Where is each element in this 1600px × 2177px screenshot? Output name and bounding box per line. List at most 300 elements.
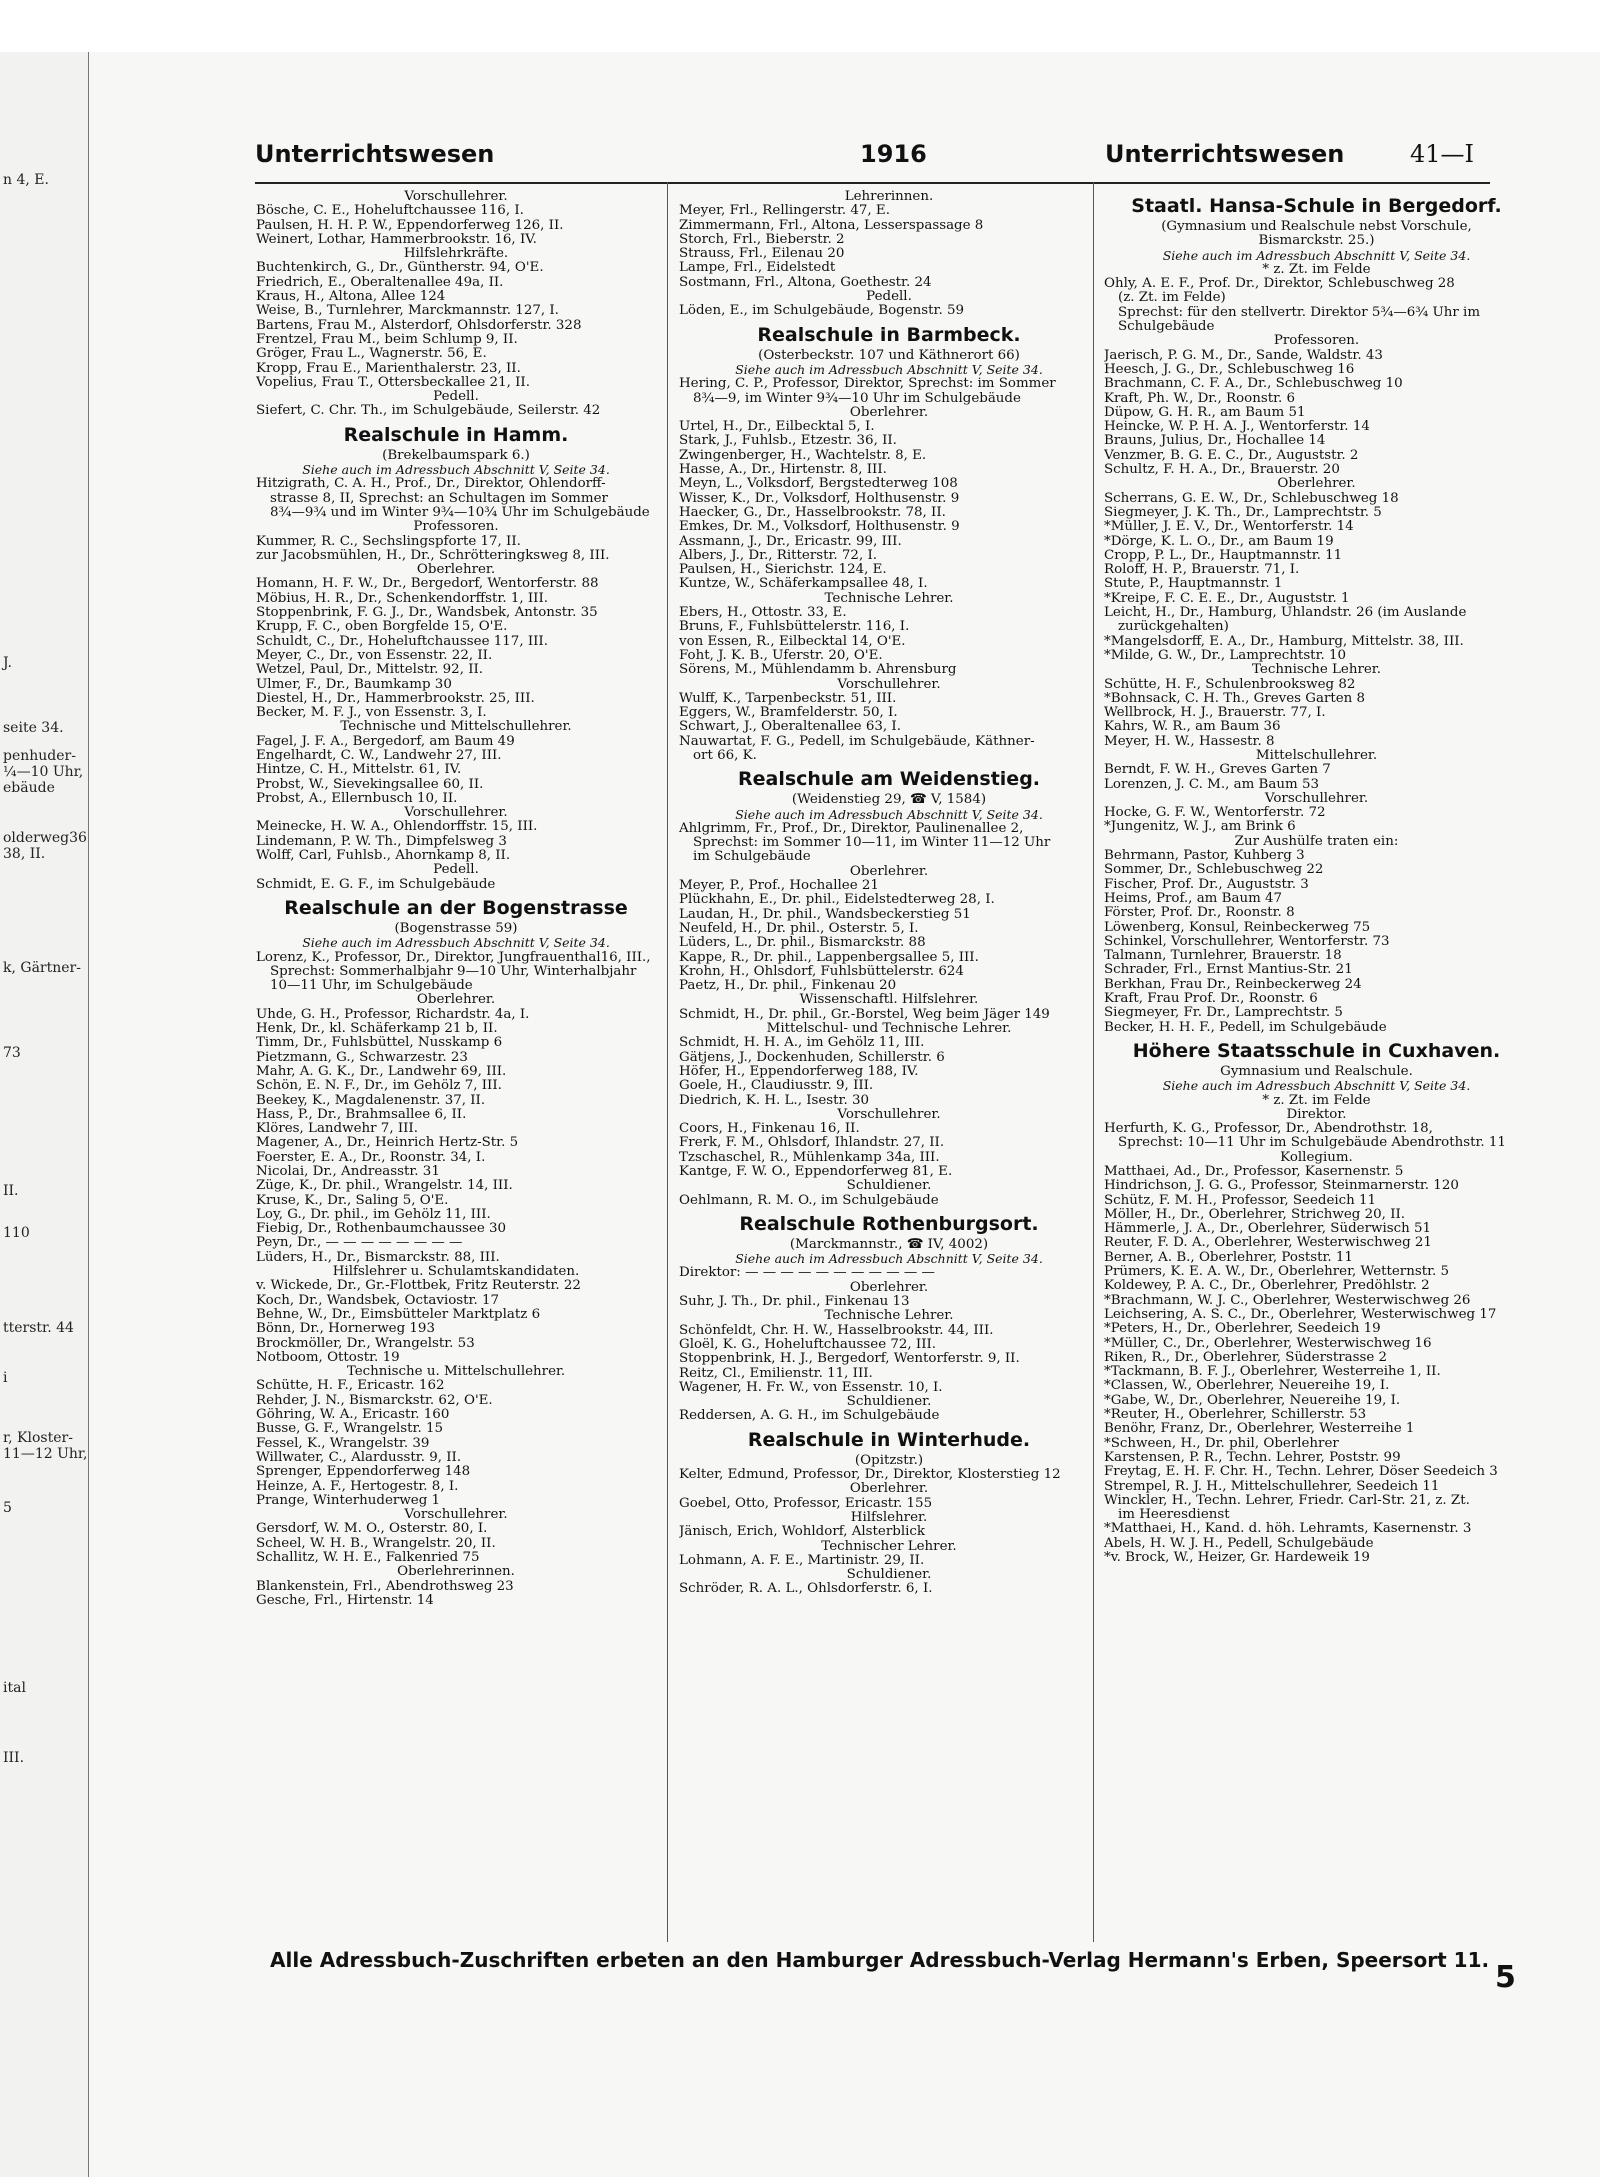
directory-entry: *Classen, W., Oberlehrer, Neuereihe 19, I. (1104, 1379, 1390, 1394)
directory-entry: Wetzel, Paul, Dr., Mittelstr. 92, II. (256, 663, 484, 678)
header-page-number: 41—I (1410, 140, 1475, 168)
directory-entry: Kruse, K., Dr., Saling 5, O'E. (256, 1193, 449, 1208)
header-rule (255, 182, 1490, 184)
entry-continuation: im Schulgebäude (693, 850, 811, 865)
directory-entry: Scheel, W. H. B., Wrangelstr. 20, II. (256, 1536, 496, 1551)
section-label: Vorschullehrer. (837, 1107, 941, 1122)
directory-entry: Siefert, C. Chr. Th., im Schulgebäude, Seilerstr. 42 (256, 404, 601, 419)
directory-entry: Pietzmann, G., Schwarzestr. 23 (256, 1050, 468, 1065)
directory-entry: Buchtenkirch, G., Dr., Güntherstr. 94, O'E. (256, 261, 544, 276)
directory-entry: Behne, W., Dr., Eimsbütteler Marktplatz 6 (256, 1307, 541, 1322)
cross-reference: Siehe auch im Adressbuch Abschnitt V, Seite 34. (302, 463, 610, 478)
directory-entry: Herfurth, K. G., Professor, Dr., Abendrothstr. 18, (1104, 1122, 1433, 1137)
directory-entry: *Dörge, K. L. O., Dr., am Baum 19 (1104, 534, 1334, 549)
directory-entry: *Brachmann, W. J. C., Oberlehrer, Westerwischweg 26 (1104, 1293, 1471, 1308)
directory-entry: Strauss, Frl., Eilenau 20 (679, 247, 845, 262)
directory-entry: Brauns, Julius, Dr., Hochallee 14 (1104, 434, 1326, 449)
directory-entry: Becker, H. H. F., Pedell, im Schulgebäude (1104, 1020, 1387, 1035)
directory-entry: Behrmann, Pastor, Kuhberg 3 (1104, 849, 1305, 864)
section-label: Oberlehrer. (416, 563, 496, 578)
directory-entry: Laudan, H., Dr. phil., Wandsbeckerstieg 51 (679, 907, 971, 922)
directory-entry: Engelhardt, C. W., Landwehr 27, III. (256, 748, 502, 763)
directory-entry: Schallitz, W. H. E., Falkenried 75 (256, 1551, 480, 1566)
fragment-text: 5 (3, 1500, 12, 1516)
school-heading: Realschule Rothenburgsort. (739, 1212, 1039, 1235)
fragment-text: olderweg36 (3, 830, 87, 846)
directory-entry: Busse, G. F., Wrangelstr. 15 (256, 1422, 444, 1437)
section-label: (Brekelbaumspark 6.) (382, 448, 530, 463)
section-label: Mittelschul- und Technische Lehrer. (766, 1022, 1012, 1037)
directory-entry: Oehlmann, R. M. O., im Schulgebäude (679, 1193, 939, 1208)
directory-entry: Lorenzen, J. C. M., am Baum 53 (1104, 777, 1320, 792)
section-label: (Osterbeckstr. 107 und Käthnerort 66) (758, 348, 1020, 363)
directory-entry: *Peters, H., Dr., Oberlehrer, Seedeich 19 (1104, 1322, 1381, 1337)
section-label: (Gymnasium und Realschule nebst Vorschule, (1161, 220, 1472, 234)
directory-entry: Kahrs, W. R., am Baum 36 (1104, 720, 1281, 735)
column-1 (256, 190, 656, 1608)
entry-continuation: strasse 8, II, Sprechst: an Schultagen im Sommer (270, 491, 608, 506)
section-label: (Bogenstrasse 59) (394, 921, 518, 936)
directory-entry: Rehder, J. N., Bismarckstr. 62, O'E. (256, 1393, 493, 1408)
entry-continuation: Sprechst: im Sommer 10—11, im Winter 11—12 Uhr (693, 836, 1051, 851)
directory-entry: Koldewey, P. A. C., Dr., Oberlehrer, Predöhlstr. 2 (1104, 1279, 1430, 1294)
directory-entry: Krohn, H., Ohlsdorf, Fuhlsbüttelerstr. 624 (679, 964, 964, 979)
directory-entry: Urtel, H., Dr., Eilbecktal 5, I. (679, 420, 875, 435)
directory-entry: Abels, H. W. J. H., Pedell, Schulgebäude (1104, 1536, 1374, 1551)
directory-entry: Neufeld, H., Dr. phil., Osterstr. 5, I. (679, 921, 919, 936)
directory-entry: Fiebig, Dr., Rothenbaumchaussee 30 (256, 1222, 507, 1237)
directory-entry: Wagener, H. Fr. W., von Essenstr. 10, I. (679, 1380, 943, 1395)
directory-entry: Hämmerle, J. A., Dr., Oberlehrer, Süderwisch 51 (1104, 1222, 1432, 1237)
fragment-text: ital (3, 1680, 26, 1696)
directory-entry: Krupp, F. C., oben Borgfelde 15, O'E. (256, 620, 508, 635)
directory-entry: Peyn, Dr., — — — — — — — — (256, 1236, 463, 1251)
directory-entry: Löwenberg, Konsul, Reinbeckerweg 75 (1104, 920, 1371, 935)
section-label: Technische u. Mittelschullehrer. (346, 1365, 566, 1380)
section-label: Hilfslehrkräfte. (403, 247, 509, 262)
directory-entry: Scherrans, G. E. W., Dr., Schlebuschweg 18 (1104, 491, 1399, 506)
directory-entry: Blankenstein, Frl., Abendrothsweg 23 (256, 1579, 514, 1594)
header-right: Unterrichtswesen (1105, 140, 1345, 168)
directory-entry: Probst, W., Sievekingsallee 60, II. (256, 777, 484, 792)
directory-entry: Siegmeyer, J. K. Th., Dr., Lamprechtstr. 5 (1104, 505, 1382, 520)
directory-entry: Förster, Prof. Dr., Roonstr. 8 (1104, 906, 1295, 921)
directory-entry: Magener, A., Dr., Heinrich Hertz-Str. 5 (256, 1136, 519, 1151)
directory-entry: Gätjens, J., Dockenhuden, Schillerstr. 6 (679, 1050, 945, 1065)
directory-entry: *Müller, J. E. V., Dr., Wentorferstr. 14 (1104, 520, 1354, 535)
entry-continuation: Sprechst: Sommerhalbjahr 9—10 Uhr, Winterhalbjahr (270, 964, 637, 979)
section-label: Oberlehrerinnen. (397, 1565, 515, 1580)
directory-entry: Kuntze, W., Schäferkampsallee 48, I. (679, 577, 928, 592)
header-year: 1916 (860, 140, 927, 168)
cross-reference: Siehe auch im Adressbuch Abschnitt V, Seite 34. (735, 1252, 1043, 1267)
directory-entry: Möller, H., Dr., Oberlehrer, Strichweg 20, II. (1104, 1207, 1406, 1222)
school-heading: Realschule in Barmbeck. (757, 323, 1021, 346)
section-label: * z. Zt. im Felde (1262, 1093, 1371, 1108)
directory-entry: Züge, K., Dr. phil., Wrangelstr. 14, III. (256, 1179, 513, 1194)
directory-entry: Bartens, Frau M., Alsterdorf, Ohlsdorferstr. 328 (256, 318, 582, 333)
directory-entry: Meyer, Frl., Rellingerstr. 47, E. (679, 204, 890, 219)
directory-entry: Zwingenberger, H., Wachtelstr. 8, E. (679, 448, 927, 463)
directory-entry: Goebel, Otto, Professor, Ericastr. 155 (679, 1496, 933, 1511)
directory-entry: Kelter, Edmund, Professor, Dr., Direktor, Klosterstieg 12 (679, 1468, 1061, 1483)
section-label: Schuldiener. (846, 1568, 932, 1583)
directory-entry: Eggers, W., Bramfelderstr. 50, I. (679, 706, 898, 721)
cross-reference: Siehe auch im Adressbuch Abschnitt V, Seite 34. (1162, 1079, 1471, 1094)
entry-continuation: ort 66, K. (693, 748, 757, 763)
directory-entry: *Matthaei, H., Kand. d. höh. Lehramts, Kasernenstr. 3 (1104, 1522, 1472, 1537)
directory-entry: Sommer, Dr., Schlebuschweg 22 (1104, 863, 1324, 878)
directory-entry: Zimmermann, Frl., Altona, Lesserspassage 8 (679, 218, 984, 233)
directory-entry: Lindemann, P. W. Th., Dimpfelsweg 3 (256, 834, 507, 849)
school-heading: Realschule am Weidenstieg. (737, 768, 1041, 791)
directory-entry: Cropp, P. L., Dr., Hauptmannstr. 11 (1104, 548, 1343, 563)
directory-entry: *Gabe, W., Dr., Oberlehrer, Neuereihe 19, I. (1104, 1393, 1401, 1408)
directory-entry: Hintze, C. H., Mittelstr. 61, IV. (256, 763, 462, 778)
directory-entry: Homann, H. F. W., Dr., Bergedorf, Wentorferstr. 88 (256, 577, 599, 592)
directory-entry: Leicht, H., Dr., Hamburg, Uhlandstr. 26 (im Auslande (1104, 606, 1467, 621)
section-label: Technische Lehrer. (1252, 663, 1381, 678)
directory-entry: Schmidt, H., Dr. phil., Gr.-Borstel, Weg beim Jäger 149 (679, 1007, 1050, 1022)
section-label: Technische Lehrer. (824, 591, 954, 606)
directory-entry: Heesch, J. G., Dr., Schlebuschweg 16 (1104, 362, 1355, 377)
running-header (255, 140, 1490, 174)
fragment-text: n 4, E. (3, 172, 49, 188)
directory-entry: Nicolai, Dr., Andreasstr. 31 (256, 1165, 440, 1179)
cross-reference: Siehe auch im Adressbuch Abschnitt V, Seite 34. (735, 362, 1043, 377)
directory-entry: Reddersen, A. G. H., im Schulgebäude (679, 1409, 940, 1424)
directory-entry: Ulmer, F., Dr., Baumkamp 30 (256, 677, 452, 692)
directory-entry: Schultz, F. H. A., Dr., Brauerstr. 20 (1104, 463, 1340, 478)
section-label: Direktor. (1286, 1107, 1347, 1122)
directory-entry: Winckler, H., Techn. Lehrer, Friedr. Carl-Str. 21, z. Zt. (1104, 1493, 1470, 1508)
directory-entry: Freytag, E. H. F. Chr. H., Techn. Lehrer, Döser Seedeich 3 (1104, 1465, 1498, 1480)
directory-entry: Meyn, L., Volksdorf, Bergstedterweg 108 (679, 477, 958, 492)
directory-entry: Berkhan, Frau Dr., Reinbeckerweg 24 (1104, 977, 1362, 992)
directory-entry: *Kreipe, F. C. E. E., Dr., Auguststr. 1 (1104, 591, 1350, 606)
section-label: Hilfslehrer. (850, 1510, 928, 1525)
directory-entry: Stute, P., Hauptmannstr. 1 (1104, 577, 1283, 592)
directory-entry: Schönfeldt, Chr. H. W., Hasselbrookstr. 44, III. (679, 1323, 994, 1338)
directory-entry: Meinecke, H. W. A., Ohlendorffstr. 15, III. (256, 820, 538, 835)
section-label: (Marckmannstr., ☎ IV, 4002) (789, 1237, 989, 1252)
section-label: Vorschullehrer. (404, 806, 508, 821)
fragment-text: i (3, 1370, 8, 1386)
directory-entry: Coors, H., Finkenau 16, II. (679, 1122, 860, 1137)
directory-entry: Emkes, Dr. M., Volksdorf, Holthusenstr. 9 (679, 520, 960, 535)
directory-entry: Fagel, J. F. A., Bergedorf, am Baum 49 (256, 734, 515, 749)
section-label: Vorschullehrer. (837, 677, 941, 692)
directory-entry: Berner, A. B., Oberlehrer, Poststr. 11 (1104, 1250, 1353, 1265)
directory-entry: Matthaei, Ad., Dr., Professor, Kasernenstr. 5 (1104, 1165, 1404, 1179)
section-label: (Opitzstr.) (854, 1453, 924, 1468)
directory-entry: Frentzel, Frau M., beim Schlump 9, II. (256, 332, 518, 347)
section-label: Zur Aushülfe traten ein: (1234, 834, 1399, 849)
directory-entry: Hindrichson, J. G. G., Professor, Steinmarnerstr. 120 (1104, 1179, 1459, 1194)
directory-entry: Paetz, H., Dr. phil., Finkenau 20 (679, 979, 897, 994)
directory-entry: Schön, E. N. F., Dr., im Gehölz 7, III. (256, 1079, 502, 1094)
directory-entry: Riken, R., Dr., Oberlehrer, Süderstrasse 2 (1104, 1350, 1388, 1365)
directory-entry: Gersdorf, W. M. O., Osterstr. 80, I. (256, 1522, 488, 1537)
header-left: Unterrichtswesen (255, 140, 495, 168)
directory-entry: Willwater, C., Alardusstr. 9, II. (256, 1450, 462, 1465)
directory-entry: Prange, Winterhuderweg 1 (256, 1493, 441, 1508)
directory-entry: Fessel, K., Wrangelstr. 39 (256, 1436, 430, 1451)
directory-entry: Foht, J. K. B., Uferstr. 20, O'E. (679, 648, 883, 663)
directory-entry: Siegmeyer, Fr. Dr., Lamprechtstr. 5 (1104, 1006, 1343, 1021)
directory-entry: Hass, P., Dr., Brahmsallee 6, II. (256, 1107, 467, 1122)
section-label: Oberlehrer. (849, 405, 929, 420)
section-label: Vorschullehrer. (404, 1508, 508, 1523)
directory-entry: Reuter, F. D. A., Oberlehrer, Westerwischweg 21 (1104, 1236, 1432, 1251)
directory-entry: Bönn, Dr., Hornerweg 193 (256, 1322, 435, 1337)
fragment-text: ¼—10 Uhr, (3, 764, 84, 780)
directory-entry: Henk, Dr., kl. Schäferkamp 21 b, II. (256, 1022, 498, 1037)
directory-entry: Sostmann, Frl., Altona, Goethestr. 24 (679, 275, 932, 290)
directory-entry: *Müller, C., Dr., Oberlehrer, Westerwischweg 16 (1104, 1336, 1432, 1351)
directory-entry: Bruns, F., Fuhlsbüttelerstr. 116, I. (679, 620, 910, 635)
directory-entry: Assmann, J., Dr., Ericastr. 99, III. (679, 534, 902, 549)
section-label: Technische Lehrer. (824, 1309, 954, 1324)
fragment-text: seite 34. (3, 720, 64, 736)
entry-continuation: 8¾—9¾ und im Winter 9¾—10¾ Uhr im Schulgebäude (270, 505, 650, 520)
fragment-text: III. (3, 1750, 25, 1766)
directory-entry: Sprenger, Eppendorferweg 148 (256, 1465, 471, 1480)
directory-entry: *Reuter, H., Oberlehrer, Schillerstr. 53 (1104, 1408, 1367, 1423)
directory-entry: Schmidt, E. G. F., im Schulgebäude (256, 877, 496, 892)
directory-entry: Albers, J., Dr., Ritterstr. 72, I. (679, 548, 878, 563)
section-label: Schuldiener. (846, 1395, 932, 1410)
directory-entry: Stoppenbrink, H. J., Bergedorf, Wentorferstr. 9, II. (679, 1352, 1020, 1367)
directory-entry: Lohmann, A. F. E., Martinistr. 29, II. (679, 1553, 925, 1568)
entry-continuation: 8¾—9, im Winter 9¾—10 Uhr im Schulgebäude (693, 391, 1021, 406)
section-label: Schuldiener. (846, 1179, 932, 1194)
directory-entry: Lampe, Frl., Eidelstedt (679, 261, 836, 276)
directory-entry: Berndt, F. W. H., Greves Garten 7 (1104, 763, 1331, 778)
section-label: * z. Zt. im Felde (1262, 262, 1371, 277)
directory-entry: Friedrich, E., Oberaltenallee 49a, II. (256, 275, 504, 290)
directory-entry: Hocke, G. F. W., Wentorferstr. 72 (1104, 806, 1326, 821)
directory-entry: Nauwartat, F. G., Pedell, im Schulgebäude, Käthner- (679, 734, 1035, 749)
directory-entry: *Jungenitz, W. J., am Brink 6 (1104, 820, 1296, 835)
directory-entry: Düpow, G. H. R., am Baum 51 (1104, 405, 1306, 420)
directory-entry: Prümers, K. E. A. W., Dr., Oberlehrer, Wetternstr. 5 (1104, 1265, 1450, 1280)
directory-entry: Schinkel, Vorschullehrer, Wentorferstr. 73 (1104, 934, 1390, 949)
directory-entry: Kummer, R. C., Sechslingspforte 17, II. (256, 534, 521, 549)
section-label: Hilfslehrer u. Schulamtskandidaten. (332, 1265, 580, 1280)
directory-entry: Tzschaschel, R., Mühlenkamp 34a, III. (679, 1150, 940, 1165)
directory-entry: Kantge, F. W. O., Eppendorferweg 81, E. (679, 1165, 953, 1179)
school-heading: Realschule in Hamm. (343, 423, 569, 446)
footer-notice: Alle Adressbuch-Zuschriften erbeten an den Hamburger Adressbuch-Verlag Hermann's Erben, Speersort 11. (270, 1948, 1490, 1972)
directory-entry: zur Jacobsmühlen, H., Dr., Schrötteringksweg 8, III. (256, 548, 610, 563)
directory-entry: Goele, H., Claudiusstr. 9, III. (679, 1079, 874, 1094)
directory-entry: Stark, J., Fuhlsb., Etzestr. 36, II. (679, 434, 897, 449)
directory-entry: Uhde, G. H., Professor, Richardstr. 4a, I. (256, 1007, 530, 1022)
directory-entry: Diedrich, K. H. L., Isestr. 30 (679, 1093, 870, 1108)
directory-entry: Löden, E., im Schulgebäude, Bogenstr. 59 (679, 304, 965, 319)
directory-entry: Gesche, Frl., Hirtenstr. 14 (256, 1593, 434, 1608)
section-label: Vorschullehrer. (1264, 791, 1369, 806)
directory-entry: Hering, C. P., Professor, Direktor, Sprechst: im Sommer (679, 377, 1056, 392)
column-3 (1104, 190, 1529, 1565)
directory-entry: Lüders, H., Dr., Bismarckstr. 88, III. (256, 1250, 500, 1265)
section-label: Professoren. (1273, 334, 1360, 349)
directory-entry: Diestel, H., Dr., Hammerbrookstr. 25, III. (256, 691, 535, 706)
section-label: Gymnasium und Realschule. (1220, 1064, 1413, 1079)
section-label: Wissenschaftl. Hilfslehrer. (799, 993, 979, 1008)
directory-entry: Schütte, H. F., Schulenbrooksweg 82 (1104, 677, 1356, 692)
directory-entry: *Tackmann, B. F. J., Oberlehrer, Westerreihe 1, II. (1104, 1365, 1441, 1380)
directory-entry: Weinert, Lothar, Hammerbrookstr. 16, IV. (256, 232, 537, 247)
entry-continuation: Schulgebäude (1118, 320, 1215, 335)
directory-entry: Benöhr, Franz, Dr., Oberlehrer, Westerreihe 1 (1104, 1422, 1415, 1437)
section-label: Bismarckstr. 25.) (1258, 234, 1375, 249)
section-label: Kollegium. (1280, 1150, 1353, 1165)
directory-entry: Schütte, H. F., Ericastr. 162 (256, 1379, 445, 1394)
directory-entry: Göhring, W. A., Ericastr. 160 (256, 1408, 450, 1423)
directory-entry: Foerster, E. A., Dr., Roonstr. 34, I. (256, 1150, 486, 1165)
directory-entry: Gloël, K. G., Hoheluftchaussee 72, III. (679, 1337, 937, 1352)
directory-entry: *Mangelsdorff, E. A., Dr., Hamburg, Mittelstr. 38, III. (1104, 634, 1464, 649)
fragment-text: 110 (3, 1225, 30, 1241)
fragment-text: ebäude (3, 780, 55, 796)
directory-entry: Plückhahn, E., Dr. phil., Eidelstedterweg 28, I. (679, 893, 995, 908)
directory-entry: v. Wickede, Dr., Gr.-Flottbek, Fritz Reuterstr. 22 (256, 1279, 581, 1294)
directory-entry: Beekey, K., Magdalenenstr. 37, II. (256, 1093, 486, 1108)
directory-entry: Probst, A., Ellernbusch 10, II. (256, 791, 458, 806)
directory-entry: Meyer, C., Dr., von Essenstr. 22, II. (256, 648, 493, 663)
directory-entry: Direktor: — — — — — — — — — — — (679, 1266, 935, 1281)
fragment-text: tterstr. 44 (3, 1320, 74, 1336)
directory-entry: Paulsen, H., Sierichstr. 124, E. (679, 563, 887, 578)
directory-entry: Schwart, J., Oberaltenallee 63, I. (679, 720, 901, 735)
directory-entry: Ebers, H., Ottostr. 33, E. (679, 606, 847, 621)
directory-entry: Timm, Dr., Fuhlsbüttel, Nusskamp 6 (256, 1036, 503, 1051)
directory-entry: Notboom, Ottostr. 19 (256, 1350, 400, 1365)
directory-entry: Meyer, P., Prof., Hochallee 21 (679, 879, 879, 894)
fragment-text: k, Gärtner- (3, 960, 81, 976)
section-label: Technische und Mittelschullehrer. (340, 720, 572, 735)
directory-entry: Reitz, Cl., Emilienstr. 11, III. (679, 1366, 873, 1381)
entry-continuation: Sprechst: 10—11 Uhr im Schulgebäude Abendrothstr. 11 (1118, 1136, 1506, 1151)
section-label: Oberlehrer. (416, 993, 496, 1008)
directory-entry: Sörens, M., Mühlendamm b. Ahrensburg (679, 663, 957, 678)
directory-entry: Leichsering, A. S. C., Dr., Oberlehrer, Westerwischweg 17 (1104, 1307, 1497, 1322)
cross-reference: Siehe auch im Adressbuch Abschnitt V, Seite 34. (302, 936, 610, 951)
directory-entry: Meyer, H. W., Hassestr. 8 (1104, 734, 1275, 749)
section-label: Vorschullehrer. (404, 190, 508, 204)
directory-entry: Koch, Dr., Wandsbek, Octaviostr. 17 (256, 1293, 500, 1308)
directory-entry: Lorenz, K., Professor, Dr., Direktor, Jungfrauenthal16, III., (256, 950, 651, 965)
fragment-text: 73 (3, 1045, 21, 1061)
directory-entry: Weise, B., Turnlehrer, Marckmannstr. 127, I. (256, 304, 559, 319)
fragment-text: 11—12 Uhr, (3, 1446, 88, 1462)
directory-entry: Mahr, A. G. K., Dr., Landwehr 69, III. (256, 1064, 507, 1079)
directory-entry: Talmann, Turnlehrer, Brauerstr. 18 (1104, 949, 1342, 964)
directory-entry: Schütz, F. M. H., Professor, Seedeich 11 (1104, 1193, 1377, 1208)
directory-entry: Kraus, H., Altona, Allee 124 (256, 290, 446, 305)
section-label: Oberlehrer. (1277, 477, 1356, 492)
directory-entry: Fischer, Prof. Dr., Auguststr. 3 (1104, 877, 1309, 892)
fragment-text: r, Kloster- (3, 1430, 73, 1446)
section-label: Pedell. (433, 863, 479, 878)
directory-entry: von Essen, R., Eilbecktal 14, O'E. (679, 634, 906, 649)
directory-entry: Haecker, G., Dr., Hasselbrookstr. 78, II. (679, 505, 946, 520)
directory-entry: Schmidt, H. H. A., im Gehölz 11, III. (679, 1036, 925, 1051)
directory-entry: Ahlgrimm, Fr., Prof., Dr., Direktor, Paulinenallee 2, (679, 821, 1024, 836)
directory-entry: Jaerisch, P. G. M., Dr., Sande, Waldstr. 43 (1104, 348, 1383, 363)
directory-entry: Brachmann, C. F. A., Dr., Schlebuschweg 10 (1104, 377, 1403, 392)
directory-entry: Heincke, W. P. H. A. J., Wentorferstr. 14 (1104, 420, 1370, 435)
column-divider (667, 182, 668, 1942)
school-heading: Realschule an der Bogenstrasse (284, 896, 628, 919)
cross-reference: Siehe auch im Adressbuch Abschnitt V, Seite 34. (735, 807, 1043, 822)
directory-entry: Kropp, Frau E., Marienthalerstr. 23, II. (256, 361, 521, 376)
fragment-text: penhuder- (3, 748, 76, 764)
cross-reference: Siehe auch im Adressbuch Abschnitt V, Seite 34. (1162, 248, 1471, 263)
directory-entry: Heims, Prof., am Baum 47 (1104, 891, 1283, 906)
directory-entry: *Schween, H., Dr. phil, Oberlehrer (1104, 1436, 1339, 1451)
directory-entry: *Milde, G. W., Dr., Lamprechtstr. 10 (1104, 648, 1347, 663)
section-label: Mittelschullehrer. (1255, 748, 1378, 763)
school-heading: Höhere Staatsschule in Cuxhaven. (1132, 1039, 1501, 1062)
directory-entry: Wisser, K., Dr., Volksdorf, Holthusenstr. 9 (679, 491, 960, 506)
directory-entry: Wulff, K., Tarpenbeckstr. 51, III. (679, 691, 897, 706)
directory-entry: Vopelius, Frau T., Ottersbeckallee 21, II. (256, 375, 530, 390)
fragment-text: II. (3, 1183, 19, 1199)
directory-entry: Becker, M. F. J., von Essenstr. 3, I. (256, 706, 487, 721)
directory-entry: Strempel, R. J. H., Mittelschullehrer, Seedeich 11 (1104, 1479, 1440, 1494)
directory-entry: Hitzigrath, C. A. H., Prof., Dr., Direktor, Ohlendorff- (256, 477, 606, 492)
adjacent-page-fragment (0, 52, 93, 2177)
directory-entry: Suhr, J. Th., Dr. phil., Finkenau 13 (679, 1295, 910, 1310)
directory-entry: *Bohnsack, C. H. Th., Greves Garten 8 (1104, 691, 1366, 706)
school-heading: Staatl. Hansa-Schule in Bergedorf. (1131, 195, 1502, 217)
entry-continuation: zurückgehalten) (1118, 620, 1229, 635)
section-label: Oberlehrer. (849, 1482, 929, 1497)
directory-entry: *v. Brock, W., Heizer, Gr. Hardeweik 19 (1104, 1551, 1370, 1566)
directory-entry: Schuldt, C., Dr., Hoheluftchaussee 117, III. (256, 634, 548, 649)
directory-entry: Gröger, Frau L., Wagnerstr. 56, E. (256, 347, 487, 362)
directory-entry: Roloff, H. P., Brauerstr. 71, I. (1104, 563, 1300, 578)
directory-entry: Venzmer, B. G. E. C., Dr., Auguststr. 2 (1104, 448, 1359, 463)
entry-continuation: (z. Zt. im Felde) (1118, 291, 1226, 306)
column-2 (679, 190, 1099, 1597)
entry-continuation: Sprechst: für den stellvertr. Direktor 5¾—6¾ Uhr im (1118, 305, 1481, 320)
directory-entry: Wolff, Carl, Fuhlsb., Ahornkamp 8, II. (256, 849, 511, 864)
directory-entry: Hasse, A., Dr., Hirtenstr. 8, III. (679, 463, 887, 478)
directory-entry: Ohly, A. E. F., Prof. Dr., Direktor, Schlebuschweg 28 (1104, 277, 1455, 292)
directory-entry: Bösche, C. E., Hoheluftchaussee 116, I. (256, 204, 524, 219)
directory-entry: Jänisch, Erich, Wohldorf, Alsterblick (679, 1525, 925, 1540)
fragment-text: 38, II. (3, 846, 46, 862)
sheet-number: 5 (1495, 1960, 1516, 1995)
directory-entry: Paulsen, H. H. P. W., Eppendorferweg 126, II. (256, 218, 564, 233)
entry-continuation: im Heeresdienst (1118, 1508, 1230, 1523)
directory-entry: Storch, Frl., Bieberstr. 2 (679, 232, 845, 247)
directory-entry: Kappe, R., Dr. phil., Lappenbergsallee 5, III. (679, 950, 979, 965)
section-label: (Weidenstieg 29, ☎ V, 1584) (791, 793, 987, 808)
directory-entry: Möbius, H. R., Dr., Schenkendorffstr. 1, III. (256, 591, 549, 606)
directory-entry: Karstensen, P. R., Techn. Lehrer, Poststr. 99 (1104, 1450, 1401, 1465)
section-label: Lehrerinnen. (844, 190, 934, 204)
section-label: Pedell. (866, 290, 912, 305)
directory-entry: Kraft, Frau Prof. Dr., Roonstr. 6 (1104, 992, 1318, 1007)
directory-entry: Schröder, R. A. L., Ohlsdorferstr. 6, I. (679, 1582, 933, 1597)
directory-entry: Loy, G., Dr. phil., im Gehölz 11, III. (256, 1207, 491, 1222)
directory-entry: Heinze, A. F., Hertogestr. 8, I. (256, 1479, 459, 1494)
